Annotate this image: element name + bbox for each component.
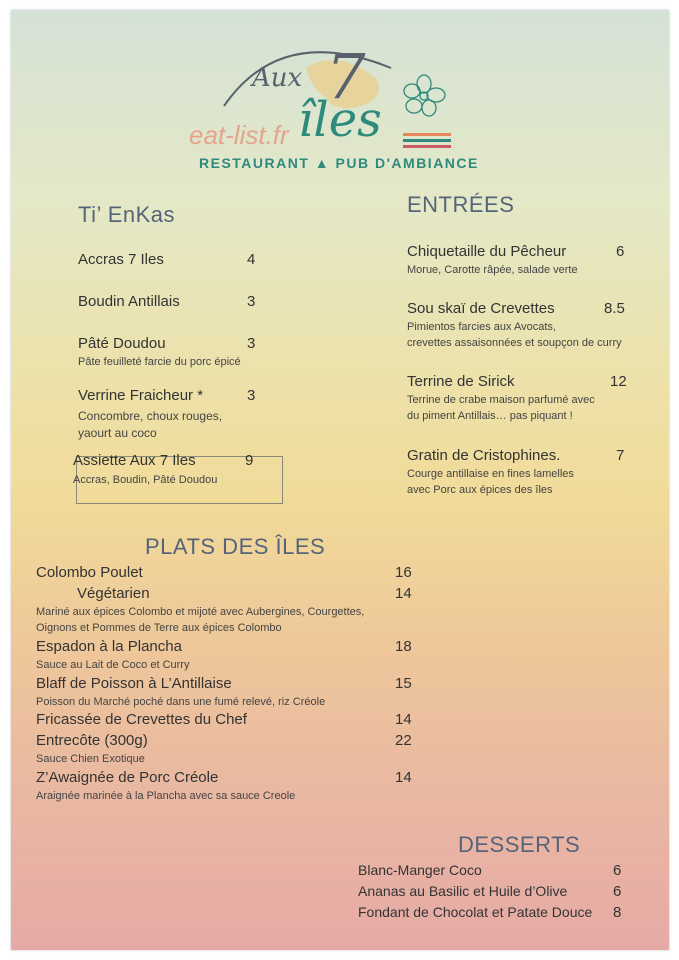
menu-item-price: 22: [395, 732, 412, 749]
assiette-description: Accras, Boudin, Pâté Doudou: [73, 474, 218, 486]
menu-item-name: Terrine de Sirick: [407, 373, 515, 390]
menu-item-name: Boudin Antillais: [78, 293, 180, 310]
menu-item-description: Courge antillaise en fines lamelles: [407, 468, 574, 480]
menu-item-price: 16: [395, 564, 412, 581]
menu-item-price: 18: [395, 638, 412, 655]
menu-item-price: 3: [247, 335, 256, 352]
menu-item-name: Z’Awaignée de Porc Créole: [36, 769, 219, 786]
menu-item-name: Blanc-Manger Coco: [358, 862, 482, 878]
section-title-desserts: DESSERTS: [458, 832, 581, 857]
menu-item-description: Sauce Chien Exotique: [36, 753, 145, 765]
menu-item-price: 6: [616, 243, 625, 260]
watermark: eat-list.fr: [189, 120, 289, 150]
menu-item-name: Verrine Fraicheur *: [78, 387, 204, 404]
menu-item-price: 6: [613, 862, 622, 879]
menu-item-name: Entrecôte (300g): [36, 732, 148, 749]
menu-item-description: Araignée marinée à la Plancha avec sa sauce Creole: [36, 790, 296, 802]
menu-item-description: Pimientos farcies aux Avocats,: [407, 321, 556, 333]
menu-item-price: 6: [613, 883, 622, 900]
menu-item-description: Pâte feuilleté farcie du porc épicé: [78, 356, 241, 368]
menu-item-price: 14: [395, 585, 412, 602]
assiette-price: 9: [245, 452, 254, 469]
menu-item-name: Espadon à la Plancha: [36, 638, 182, 655]
menu-item-price: 8: [613, 904, 622, 921]
menu-page: [11, 10, 669, 950]
menu-item-description: crevettes assaisonnées et soupçon de curry: [407, 337, 622, 349]
menu-item-description: Mariné aux épices Colombo et mijoté avec Aubergines, Courgettes,: [36, 606, 365, 618]
assiette-name: Assiette Aux 7 Iles: [73, 452, 196, 469]
menu-item-name: Fondant de Chocolat et Patate Douce: [358, 904, 593, 920]
menu-item-price: 8.5: [604, 300, 625, 317]
menu-item-name: Gratin de Cristophines.: [407, 447, 561, 464]
menu-item-description: Oignons et Pommes de Terre aux épices Colombo: [36, 622, 282, 634]
section-title-plats: PLATS DES ÎLES: [145, 534, 326, 559]
menu-item-price: 14: [395, 711, 412, 728]
menu-item-description: Poisson du Marché poché dans une fumé relevé, riz Créole: [36, 696, 326, 708]
menu-item-price: 14: [395, 769, 412, 786]
menu-item-price: 3: [247, 293, 256, 310]
logo-seven-text: 7: [326, 40, 366, 113]
menu-item-price: 15: [395, 675, 412, 692]
logo-aux-text: Aux: [252, 63, 303, 93]
logo-subtitle: RESTAURANT ▲ PUB D'AMBIANCE: [199, 155, 479, 171]
menu-item-name: Accras 7 Iles: [78, 251, 164, 268]
menu-item-name: Végétarien: [77, 585, 150, 602]
menu-item-name: Fricassée de Crevettes du Chef: [36, 711, 247, 728]
menu-item-name: Sou skaï de Crevettes: [407, 300, 555, 317]
menu-item-name: Ananas au Basilic et Huile d’Olive: [358, 883, 568, 899]
section-title-tienkas: Ti’ EnKas: [78, 202, 176, 227]
logo-iles-text: îles: [298, 92, 382, 148]
menu-item-description: Concombre, choux rouges,: [78, 409, 223, 423]
menu-item-description: yaourt au coco: [78, 426, 157, 440]
menu-item-price: 7: [616, 447, 625, 464]
menu-item-price: 4: [247, 251, 256, 268]
logo-stripes: [403, 133, 451, 148]
menu-item-description: Terrine de crabe maison parfumé avec: [407, 394, 595, 406]
menu-item-description: Sauce au Lait de Coco et Curry: [36, 659, 190, 671]
menu-item-description: Morue, Carotte râpée, salade verte: [407, 264, 578, 276]
menu-item-description: du piment Antillais… pas piquant !: [407, 410, 573, 422]
section-title-entrees: ENTRÉES: [407, 192, 515, 217]
hibiscus-flower-icon: [404, 75, 445, 116]
menu-item-price: 12: [610, 373, 627, 390]
menu-item-name: Pâté Doudou: [78, 335, 166, 352]
menu-item-price: 3: [247, 387, 256, 404]
menu-item-description: avec Porc aux épices des îles: [407, 484, 553, 496]
menu-item-name: Blaff de Poisson à L’Antillaise: [36, 675, 232, 692]
menu-item-name: Chiquetaille du Pêcheur: [407, 243, 567, 260]
menu-item-name: Colombo Poulet: [36, 564, 143, 581]
